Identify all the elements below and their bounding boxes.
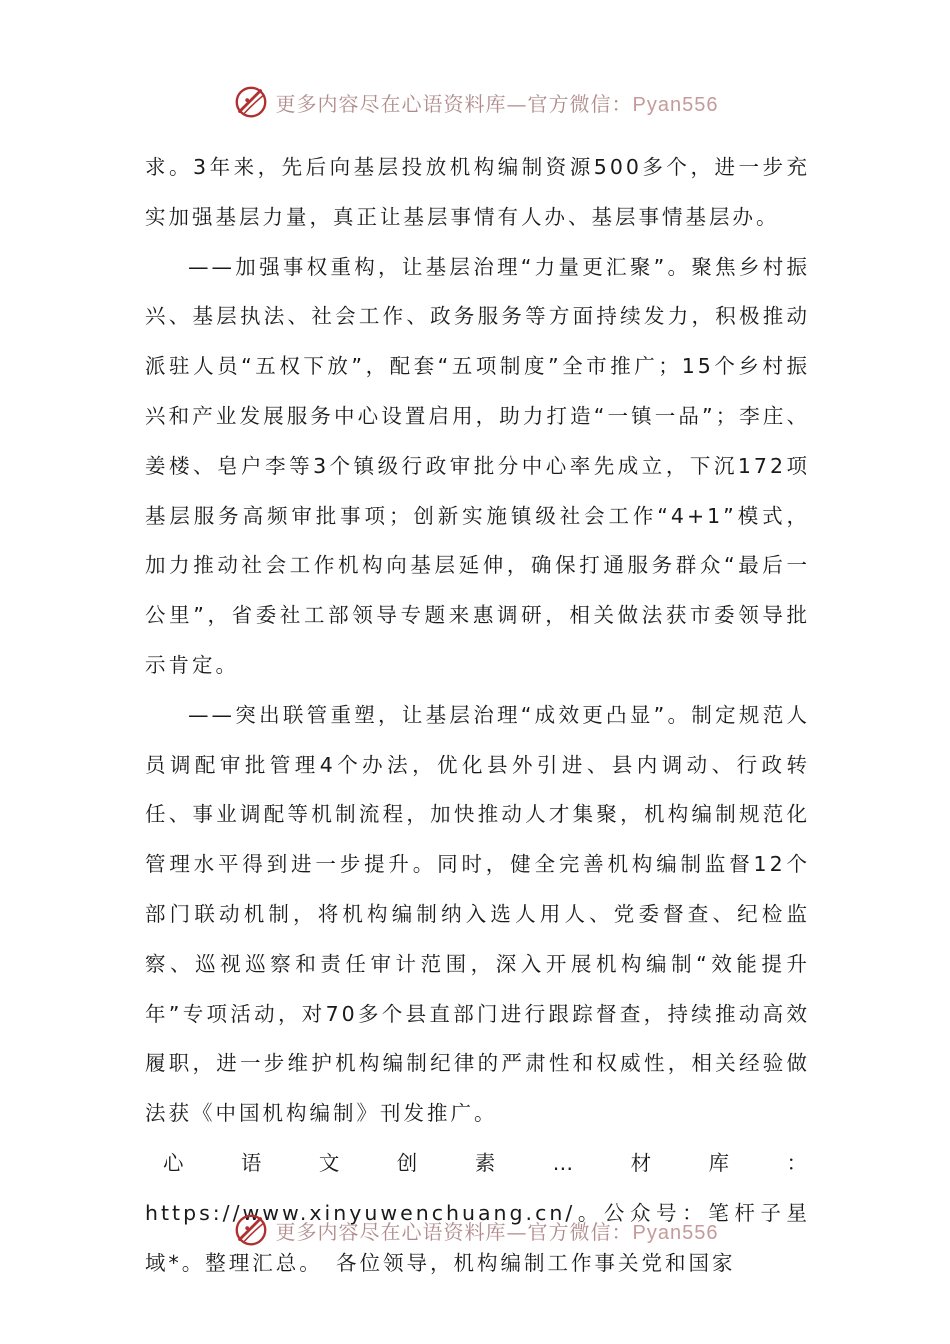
banner-label: 更多内容尽在心语资料库—官方微信： [275,91,633,116]
paragraph-source-note: 心语文创素…材库：https://www.xinyuwenchuang.cn/。公众号：笔杆子星域*。整理汇总。 各位领导，机构编制工作事关党和国家 [145,1150,810,1275]
document-body [145,143,810,1288]
pen-logo-icon [232,1211,270,1249]
paragraph-power-restructure: ——加强事权重构，让基层治理“力量更汇聚”。聚焦乡村振兴、基层执法、社会工作、政务服务等方面持续发力，积极推动派驻人员“五权下放”，配套“五项制度”全市推广；15个乡村振兴和产业发展服务中心设置启用，助力打造“一镇一品”；李庄、姜楼、皂户李等3个镇级行政审批分中心率先成立，下沉172项基层服务高频审批事项；创新实施镇级社会工作“4+1”模式，加力推动社会工作机构向基层延伸，确保打通服务群众“最后一公里”，省委社工部领导专题来惠调研，相关做法获市委领导批示肯定。 [145,254,810,677]
pen-logo-icon [232,83,270,121]
wechat-id: Pyan556 [632,93,719,116]
banner-label: 更多内容尽在心语资料库—官方微信： [275,1219,633,1244]
banner-text [276,88,719,117]
wechat-id: Pyan556 [632,1221,719,1244]
paragraph-joint-management: ——突出联管重塑，让基层治理“成效更凸显”。制定规范人员调配审批管理4个办法，优化县外引进、县内调动、行政转任、事业调配等机制流程，加快推动人才集聚，机构编制规范化管理水平得到进一步提升。同时，健全完善机构编制监督12个部门联动机制，将机构编制纳入选人用人、党委督查、纪检监察、巡视巡察和责任审计范围，深入开展机构编制“效能提升年”专项活动，对70多个县直部门进行跟踪督查，持续推动高效履职，进一步维护机构编制纪律的严肃性和权威性，相关经验做法获《中国机构编制》刊发推广。 [145,702,810,1126]
footer-banner [0,1208,950,1252]
header-banner [0,80,950,124]
banner-text [276,1216,719,1245]
paragraph-continuation: 求。3年来，先后向基层投放机构编制资源500多个，进一步充实加强基层力量，真正让基层事情有人办、基层事情基层办。 [145,155,810,229]
